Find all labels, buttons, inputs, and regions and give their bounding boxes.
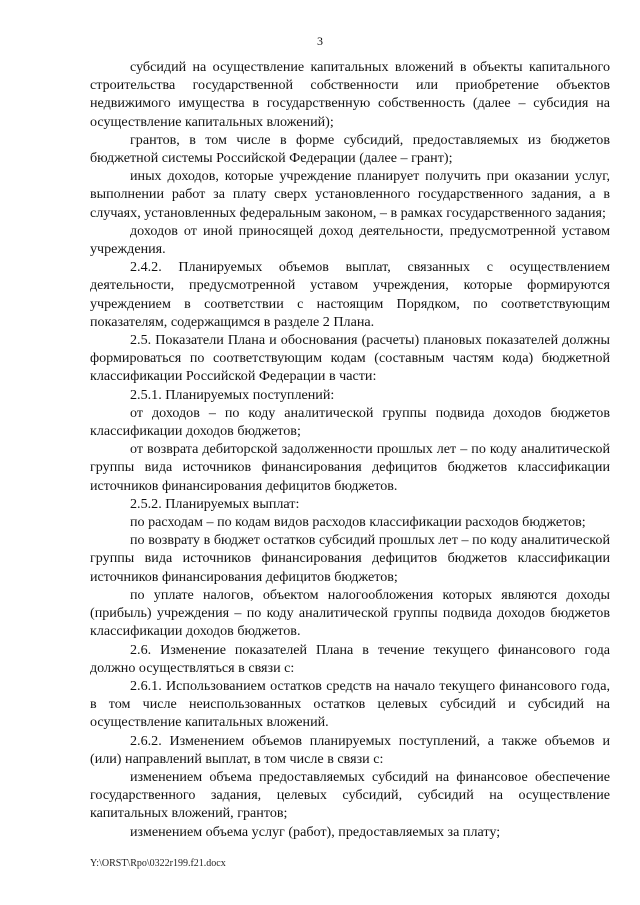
paragraph: 2.5.2. Планируемых выплат:	[130, 495, 300, 512]
document-body	[90, 58, 610, 841]
paragraph: 2.6.2. Изменением объемов планируемых поступлений, а также объемов и (или) направлений выплат, в том числе в связи с:	[90, 732, 610, 767]
paragraph: 2.6.1. Использованием остатков средств на начало текущего финансового года, в том числе неиспользованных остатков целевых субсидий и субсидий на осуществление капитальных вложений.	[90, 677, 610, 731]
paragraph: 2.5.1. Планируемых поступлений:	[130, 386, 335, 403]
page-number: 3	[317, 34, 323, 48]
paragraph: по возврату в бюджет остатков субсидий прошлых лет – по коду аналитической группы вида источников финансирования дефицитов бюджетов классификации источников финансирования дефицитов бюджетов;	[90, 532, 610, 585]
paragraph: от доходов – по коду аналитической группы подвида доходов бюджетов классификации доходов бюджетов;	[90, 404, 610, 440]
paragraph: по уплате налогов, объектом налогообложения которых являются доходы (прибыль) учреждения – по коду аналитической группы подвида доходов бюджетов классификации доходов бюджетов.	[90, 586, 610, 640]
file-path-footer: Y:\ORST\Rpo\0322r199.f21.docx	[90, 858, 226, 869]
paragraph: изменением объема предоставляемых субсидий на финансовое обеспечение государственного задания, целевых субсидий, субсидий на осуществление капитальных вложений, грантов;	[90, 768, 610, 822]
paragraph: от возврата дебиторской задолженности прошлых лет – по коду аналитической группы вида источников финансирования дефицитов бюджетов классификации источников финансирования дефицитов бюджетов.	[90, 441, 610, 494]
paragraph: изменением объема услуг (работ), предоставляемых за плату;	[130, 823, 501, 840]
paragraph: 2.6. Изменение показателей Плана в течение текущего финансового года должно осуществляться в связи с:	[90, 641, 610, 676]
paragraph: субсидий на осуществление капитальных вложений в объекты капитального строительства государственной собственности или приобретение объектов недвижимого имущества в государственную собственность (далее – субсидия на осуществление капитальных вложений);	[90, 59, 610, 130]
paragraph: грантов, в том числе в форме субсидий, предоставляемых из бюджетов бюджетной системы Российской Федерации (далее – грант);	[90, 131, 610, 167]
paragraph: 2.5. Показатели Плана и обоснования (расчеты) плановых показателей должны формироваться по соответствующим кодам (составным частям кода) бюджетной классификации Российской Федерации в части:	[90, 332, 610, 385]
paragraph: по расходам – по кодам видов расходов классификации расходов бюджетов;	[130, 514, 586, 531]
paragraph: доходов от иной приносящей доход деятельности, предусмотренной уставом учреждения.	[90, 222, 610, 258]
paragraph: иных доходов, которые учреждение планирует получить при оказании услуг, выполнении работ за плату сверх установленного государственного задания, а в случаях, установленных федеральным законом, – в рамках государственного задания;	[90, 168, 610, 221]
paragraph: 2.4.2. Планируемых объемов выплат, связанных с осуществлением деятельности, предусмотренной уставом учреждения, которые формируются учреждением в соответствии с настоящим Порядком, по соответствующим показателям, содержащимся в разделе 2 Плана.	[90, 259, 610, 330]
